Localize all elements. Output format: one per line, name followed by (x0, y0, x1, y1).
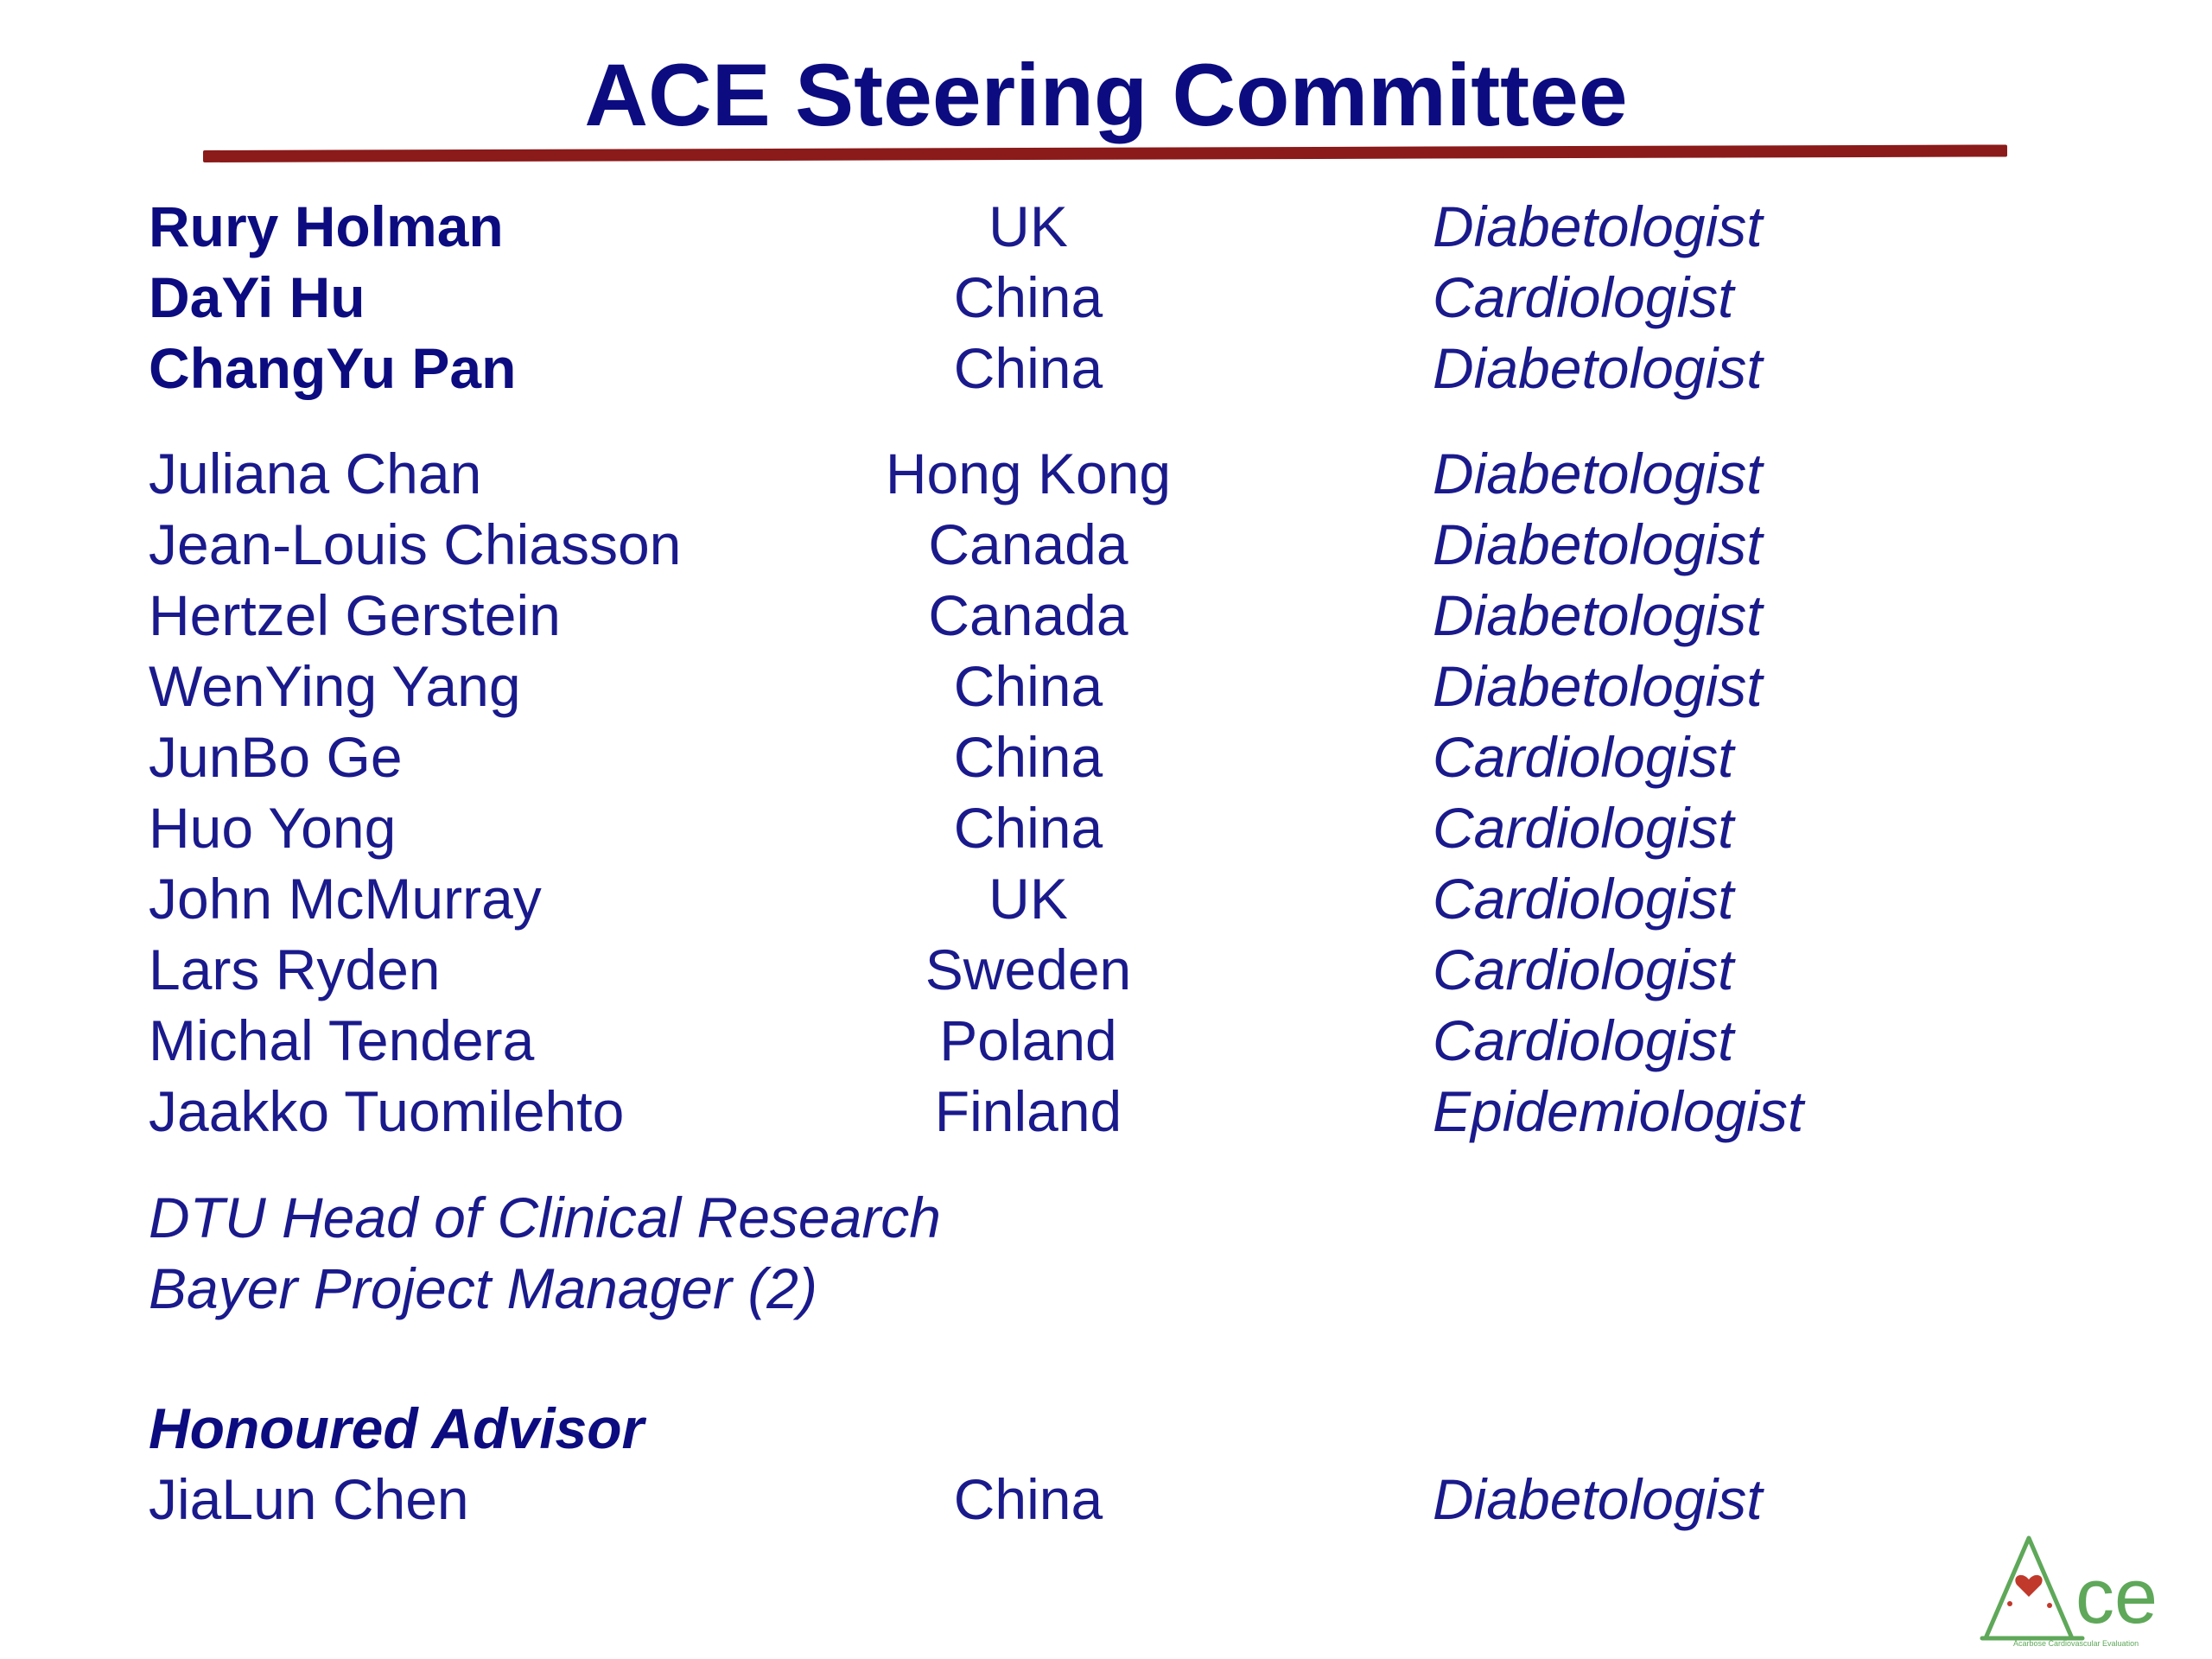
member-name: WenYing Yang (149, 654, 521, 718)
member-role: Diabetologist (1433, 194, 1763, 258)
logo-tagline: Acarbose Cardiovascular Evaluation (2013, 1639, 2139, 1648)
member-country: China (953, 336, 1103, 400)
member-country: Canada (928, 583, 1128, 647)
member-country: China (953, 796, 1103, 860)
member-country: Canada (928, 512, 1128, 576)
member-row (0, 580, 2212, 651)
member-name: Hertzel Gerstein (149, 583, 561, 647)
member-role: Diabetologist (1433, 442, 1763, 505)
advisor-country: China (953, 1467, 1103, 1531)
advisor-name: JiaLun Chen (149, 1467, 469, 1531)
member-country: China (953, 725, 1103, 789)
member-name: DaYi Hu (149, 265, 365, 329)
member-role: Diabetologist (1433, 512, 1763, 576)
note-dtu: DTU Head of Clinical Research (149, 1185, 942, 1249)
member-row (0, 1005, 2212, 1076)
chair-row (0, 333, 2212, 404)
member-role: Cardiologist (1433, 725, 1734, 789)
member-name: Michal Tendera (149, 1008, 535, 1072)
member-country: Poland (939, 1008, 1117, 1072)
member-country: Hong Kong (885, 442, 1172, 505)
member-row (0, 934, 2212, 1005)
advisor-row (0, 1464, 2212, 1535)
member-role: Cardiologist (1433, 1008, 1734, 1072)
member-role: Diabetologist (1433, 583, 1763, 647)
member-role: Cardiologist (1433, 867, 1734, 931)
member-name: Juliana Chan (149, 442, 482, 505)
note-bayer: Bayer Project Manager (2) (149, 1256, 817, 1320)
member-name: Jean-Louis Chiasson (149, 512, 682, 576)
member-row (0, 792, 2212, 863)
member-row (0, 863, 2212, 934)
chair-row (0, 262, 2212, 333)
advisor-role: Diabetologist (1433, 1467, 1763, 1531)
member-country: China (953, 654, 1103, 718)
chair-row (0, 191, 2212, 262)
member-name: Rury Holman (149, 194, 504, 258)
advisor-heading: Honoured Advisor (149, 1396, 645, 1460)
member-role: Diabetologist (1433, 654, 1763, 718)
member-role: Cardiologist (1433, 265, 1734, 329)
member-name: Huo Yong (149, 796, 397, 860)
member-row (0, 509, 2212, 580)
member-role: Epidemiologist (1433, 1079, 1804, 1143)
member-row (0, 438, 2212, 509)
member-name: Jaakko Tuomilehto (149, 1079, 625, 1143)
member-country: UK (988, 867, 1068, 931)
member-name: Lars Ryden (149, 938, 441, 1001)
svg-text:ce: ce (2075, 1554, 2158, 1640)
slide-title: ACE Steering Committee (584, 46, 1628, 144)
member-row (0, 721, 2212, 792)
member-name: ChangYu Pan (149, 336, 517, 400)
member-country: Finland (934, 1079, 1122, 1143)
member-country: Sweden (925, 938, 1132, 1001)
member-row (0, 1076, 2212, 1147)
member-role: Cardiologist (1433, 796, 1734, 860)
member-name: John McMurray (149, 867, 542, 931)
member-role: Cardiologist (1433, 938, 1734, 1001)
member-country: China (953, 265, 1103, 329)
member-row (0, 651, 2212, 721)
member-role: Diabetologist (1433, 336, 1763, 400)
member-name: JunBo Ge (149, 725, 403, 789)
ace-logo-icon (1979, 1528, 2195, 1649)
member-country: UK (988, 194, 1068, 258)
